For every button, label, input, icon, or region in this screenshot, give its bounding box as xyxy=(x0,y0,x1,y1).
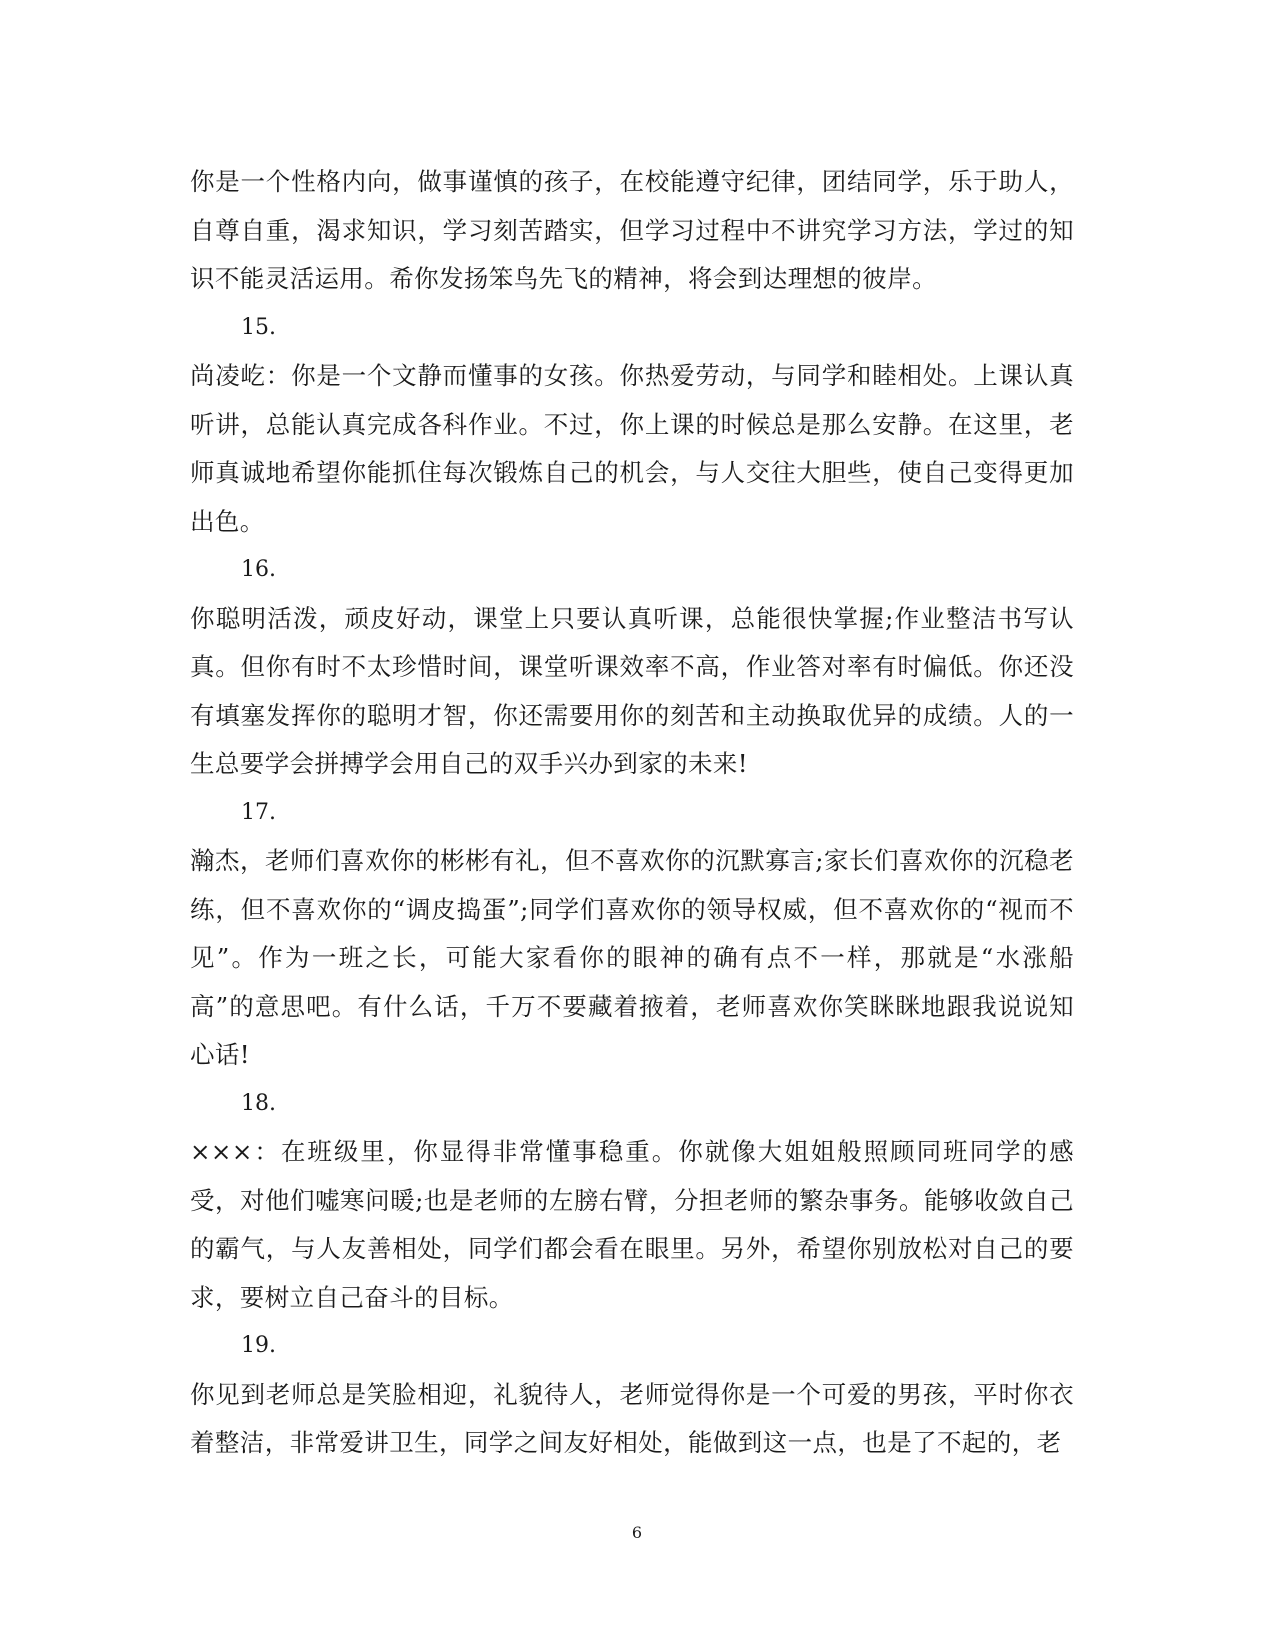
item-number-17: 17. xyxy=(241,799,276,825)
paragraph-intro: 你是一个性格内向，做事谨慎的孩子，在校能遵守纪律，团结同学，乐于助人，自尊自重，渴求知识，学习刻苦踏实，但学习过程中不讲究学习方法，学过的知识不能灵活运用。希你发扬笨鸟先飞的精神，将会到达理想的彼岸。 xyxy=(190,167,1074,293)
document-body xyxy=(190,158,1074,1468)
item-number-19: 19. xyxy=(241,1333,276,1358)
paragraph-comment-18: ×××：在班级里，你显得非常懂事稳重。你就像大姐姐般照顾同班同学的感受，对他们嘘寒问暖;也是老师的左膀右臂，分担老师的繁杂事务。能够收敛自己的霸气，与人友善相处，同学们都会看在眼里。另外，希望你别放松对自己的要求，要树立自己奋斗的目标。 xyxy=(190,1137,1074,1312)
item-number-16: 16. xyxy=(241,557,276,582)
page-number: 6 xyxy=(631,1523,643,1542)
paragraph-comment-19: 你见到老师总是笑脸相迎，礼貌待人，老师觉得你是一个可爱的男孩，平时你衣着整洁，非常爱讲卫生，同学之间友好相处，能做到这一点，也是了不起的，老 xyxy=(190,1379,1074,1457)
paragraph-comment-17: 瀚杰，老师们喜欢你的彬彬有礼，但不喜欢你的沉默寡言;家长们喜欢你的沉稳老练，但不喜欢你的“调皮捣蛋”;同学们喜欢你的领导权威，但不喜欢你的“视而不见”。作为一班之长，可能大家看你的眼神的确有点不一样，那就是“水涨船高”的意思吧。有什么话，千万不要藏着掖着，老师喜欢你笑眯眯地跟我说说知心话! xyxy=(190,846,1074,1069)
item-number-15: 15. xyxy=(241,314,276,340)
paragraph-comment-15: 尚凌屹：你是一个文静而懂事的女孩。你热爱劳动，与同学和睦相处。上课认真听讲，总能认真完成各科作业。不过，你上课的时候总是那么安静。在这里，老师真诚地希望你能抓住每次锻炼自己的机会，与人交往大胆些，使自己变得更加出色。 xyxy=(190,361,1074,536)
paragraph-comment-16: 你聪明活泼，顽皮好动，课堂上只要认真听课，总能很快掌握;作业整洁书写认真。但你有时不太珍惜时间，课堂听课效率不高，作业答对率有时偏低。你还没有填塞发挥你的聪明才智，你还需要用你的刻苦和主动换取优异的成绩。人的一生总要学会拼搏学会用自己的双手兴办到家的未来! xyxy=(190,603,1074,778)
item-number-18: 18. xyxy=(241,1090,276,1116)
